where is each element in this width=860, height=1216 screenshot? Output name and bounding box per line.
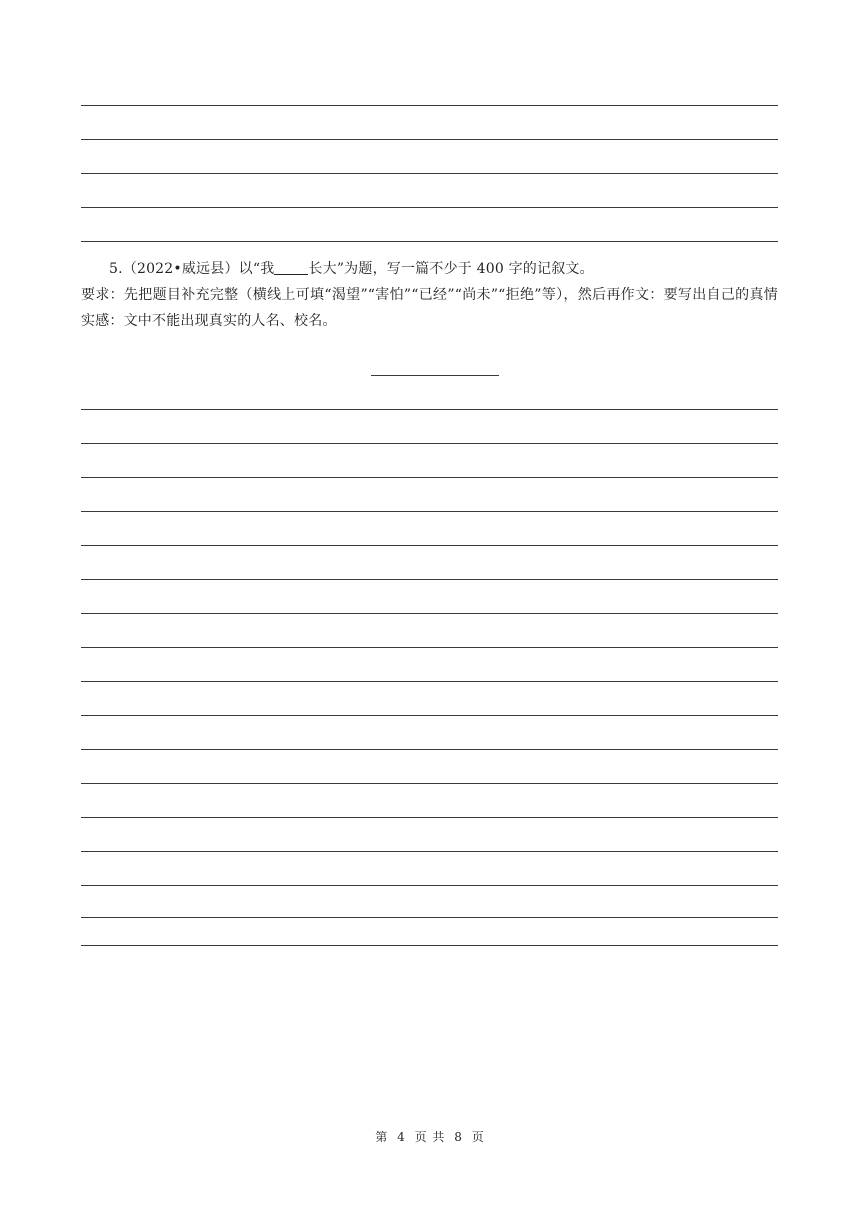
essay-line — [81, 477, 778, 478]
footer-suffix: 页 — [471, 1130, 485, 1144]
writing-line — [81, 173, 778, 174]
page-footer — [0, 1128, 860, 1145]
title-fill-blank[interactable] — [274, 260, 308, 275]
essay-line — [81, 579, 778, 580]
writing-line — [81, 105, 778, 106]
footer-current-page: 4 — [397, 1130, 406, 1144]
essay-title-blank[interactable] — [371, 375, 499, 376]
essay-line — [81, 817, 778, 818]
footer-middle: 页 共 — [414, 1130, 446, 1144]
prompt-after: 长大”为题，写一篇不少于 400 字的记叙文。 — [308, 261, 594, 277]
question-requirement: 要求：先把题目补充完整（横线上可填“渴望”“害怕”“已经”“尚未”“拒绝”等），然后再作文：要写出自己的真情实感：文中不能出现真实的人名、校名。 — [81, 287, 778, 329]
footer-total-pages: 8 — [454, 1130, 463, 1144]
writing-line — [81, 139, 778, 140]
footer-prefix: 第 — [375, 1130, 389, 1144]
essay-line — [81, 511, 778, 512]
essay-line — [81, 613, 778, 614]
essay-line — [81, 945, 778, 946]
prompt-before: 以“我 — [238, 261, 275, 277]
writing-line — [81, 241, 778, 242]
essay-line — [81, 715, 778, 716]
essay-line — [81, 409, 778, 410]
essay-line — [81, 783, 778, 784]
essay-line — [81, 885, 778, 886]
writing-line — [81, 207, 778, 208]
essay-line — [81, 917, 778, 918]
essay-line — [81, 647, 778, 648]
question-number: 5. — [109, 261, 123, 277]
essay-line — [81, 545, 778, 546]
question-source: （2022•威远县） — [122, 261, 239, 277]
question-prompt — [81, 256, 778, 282]
essay-line — [81, 443, 778, 444]
essay-line — [81, 681, 778, 682]
essay-line — [81, 749, 778, 750]
essay-line — [81, 851, 778, 852]
